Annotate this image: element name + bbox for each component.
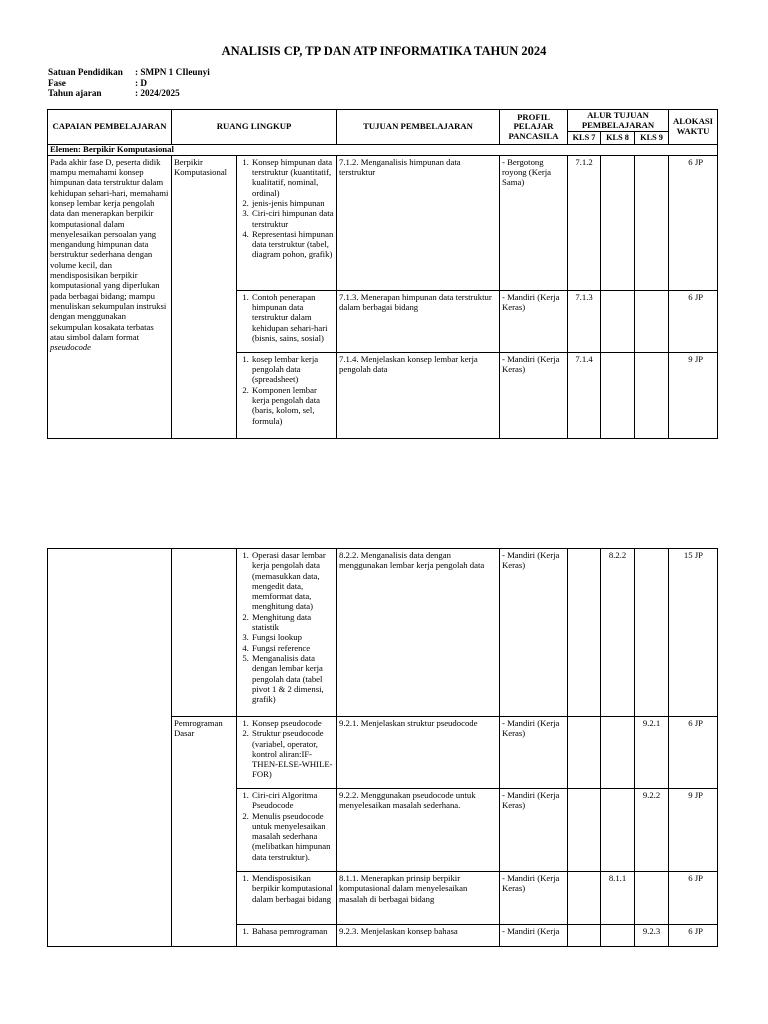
alokasi-cell: 6 JP xyxy=(669,155,718,290)
scope-list-cell xyxy=(237,290,337,352)
list-item: 1. Bahasa pemrograman xyxy=(251,926,334,936)
profil-cell: - Mandiri (Kerja Keras) xyxy=(500,549,568,717)
list-item: 1. Operasi dasar lembar kerja pengolah data (memasukkan data, mengedit data, memformat data, menghitung data) xyxy=(251,550,334,612)
kls8-cell xyxy=(601,925,635,947)
alokasi-cell: 6 JP xyxy=(669,925,718,947)
meta-row xyxy=(48,88,210,99)
kls7-cell: 7.1.2 xyxy=(568,155,601,290)
tujuan-cell: 8.2.2. Menganalisis data dengan menggunakan lembar kerja pengolah data xyxy=(337,549,500,717)
scope-list-cell xyxy=(237,155,337,290)
list-item: 4. Fungsi reference xyxy=(251,643,334,653)
meta-value: : D xyxy=(135,77,147,88)
list-item: 3. Ciri-ciri himpunan data terstruktur xyxy=(251,208,334,229)
header-profil: PROFIL PELAJAR PANCASILA xyxy=(500,110,568,145)
ruang-lingkup-topic: Berpikir Komputasional xyxy=(172,155,237,438)
kls7-cell: 7.1.4 xyxy=(568,352,601,438)
meta-value: : 2024/2025 xyxy=(135,88,180,99)
kls7-cell xyxy=(568,872,601,925)
list-item: 5. Menganalisis data dengan lembar kerja pengolah data (tabel pivot 1 & 2 dimensi, grafik) xyxy=(251,653,334,704)
document-meta xyxy=(48,67,210,99)
scope-list-cell xyxy=(237,717,337,789)
tujuan-cell: 8.1.1. Menerapkan prinsip berpikir komputasional dalam menyelesaikan masalah di berbagai bidang xyxy=(337,872,500,925)
scope-list xyxy=(239,292,334,343)
list-item: 1. Mendisposisikan berpikir komputasional dalam berbagai bidang xyxy=(251,873,334,904)
kls9-cell: 9.2.3 xyxy=(635,925,669,947)
kls8-cell xyxy=(601,717,635,789)
list-item: 2. Struktur pseudocode (variabel, operator, kontrol aliran:IF-THEN-ELSE-WHILE-FOR) xyxy=(251,728,334,779)
list-item: 1. Contoh penerapan himpunan data terstruktur dalam kehidupan sehari-hari (bisnis, sains, sosial) xyxy=(251,292,334,343)
scope-list xyxy=(239,873,334,904)
element-heading: Elemen: Berpikir Komputasional xyxy=(48,144,718,155)
kls8-cell xyxy=(601,789,635,872)
tujuan-cell: 9.2.1. Menjelaskan struktur pseudocode xyxy=(337,717,500,789)
meta-label: Satuan Pendidikan xyxy=(48,67,123,77)
meta-value: : SMPN 1 CIleunyi xyxy=(135,67,210,77)
header-tujuan: TUJUAN PEMBELAJARAN xyxy=(337,110,500,145)
capaian-cell xyxy=(48,549,172,947)
scope-list xyxy=(239,718,334,780)
capaian-cell xyxy=(48,155,172,438)
profil-cell: - Mandiri (Kerja Keras) xyxy=(500,717,568,789)
scope-list-cell xyxy=(237,872,337,925)
list-item: 1. Konsep himpunan data terstruktur (kuantitatif, kualitatif, nominal, ordinal) xyxy=(251,157,334,198)
scope-list-cell xyxy=(237,789,337,872)
scope-list-cell xyxy=(237,352,337,438)
list-item: 4. Representasi himpunan data terstruktur (tabel, diagram pohon, grafik) xyxy=(251,229,334,260)
profil-cell: - Mandiri (Kerja Keras) xyxy=(500,872,568,925)
kls7-cell: 7.1.3 xyxy=(568,290,601,352)
list-item: 2. Menulis pseudocode untuk menyelesaikan masalah sederhana (melibatkan himpunan data terstruktur). xyxy=(251,811,334,862)
profil-cell: - Mandiri (Kerja Keras) xyxy=(500,290,568,352)
atp-table-page-1 xyxy=(47,109,718,439)
tujuan-cell: 7.1.3. Menerapan himpunan data terstruktur dalam berbagai bidang xyxy=(337,290,500,352)
profil-cell: - Bergotong royong (Kerja Sama) xyxy=(500,155,568,290)
list-item: 1. Konsep pseudocode xyxy=(251,718,334,728)
scope-list xyxy=(239,354,334,426)
kls9-cell xyxy=(635,155,669,290)
tujuan-cell: 7.1.2. Menganalisis himpunan data terstruktur xyxy=(337,155,500,290)
scope-list-cell xyxy=(237,925,337,947)
kls8-cell xyxy=(601,352,635,438)
kls7-cell xyxy=(568,789,601,872)
scope-list xyxy=(239,790,334,862)
ruang-lingkup-topic: Pemrograman Dasar xyxy=(172,717,237,947)
kls8-cell: 8.2.2 xyxy=(601,549,635,717)
header-kls-9: KLS 9 xyxy=(635,132,669,145)
list-item: 2. jenis-jenis himpunan xyxy=(251,198,334,208)
list-item: 1. Ciri-ciri Algoritma Pseudocode xyxy=(251,790,334,811)
tujuan-cell: 7.1.4. Menjelaskan konsep lembar kerja pengolah data xyxy=(337,352,500,438)
tujuan-cell: 9.2.3. Menjelaskan konsep bahasa xyxy=(337,925,500,947)
scope-list xyxy=(239,550,334,704)
kls9-cell xyxy=(635,290,669,352)
table-row xyxy=(48,155,718,290)
table-row xyxy=(48,549,718,717)
scope-list xyxy=(239,926,334,936)
kls9-cell xyxy=(635,872,669,925)
kls7-cell xyxy=(568,549,601,717)
alokasi-cell: 9 JP xyxy=(669,352,718,438)
kls9-cell: 9.2.1 xyxy=(635,717,669,789)
alokasi-cell: 6 JP xyxy=(669,872,718,925)
header-capaian: CAPAIAN PEMBELAJARAN xyxy=(48,110,172,145)
alokasi-cell: 9 JP xyxy=(669,789,718,872)
list-item: 2. Komponen lembar kerja pengolah data (baris, kolom, sel, formula) xyxy=(251,385,334,426)
kls9-cell xyxy=(635,549,669,717)
capaian-italic: pseudocode xyxy=(50,342,92,353)
scope-list-cell xyxy=(237,549,337,717)
kls8-cell: 8.1.1 xyxy=(601,872,635,925)
header-kls-8: KLS 8 xyxy=(601,132,635,145)
header-alur: ALUR TUJUAN PEMBELAJARAN xyxy=(568,110,669,132)
tujuan-cell: 9.2.2. Menggunakan pseudocode untuk menyelesaikan masalah sederhana. xyxy=(337,789,500,872)
kls8-cell xyxy=(601,155,635,290)
meta-label: Fase xyxy=(48,77,66,88)
alokasi-cell: 6 JP xyxy=(669,290,718,352)
document-title: ANALISIS CP, TP DAN ATP INFORMATIKA TAHUN 2024 xyxy=(221,44,547,58)
profil-cell: - Mandiri (Kerja Keras) xyxy=(500,352,568,438)
list-item: 2. Menghitung data statistik xyxy=(251,612,334,633)
header-ruang-lingkup: RUANG LINGKUP xyxy=(172,110,337,145)
header-kls-7: KLS 7 xyxy=(568,132,601,145)
alokasi-cell: 15 JP xyxy=(669,549,718,717)
meta-row xyxy=(48,67,210,78)
alokasi-cell: 6 JP xyxy=(669,717,718,789)
meta-row xyxy=(48,78,210,89)
kls7-cell xyxy=(568,925,601,947)
kls7-cell xyxy=(568,717,601,789)
list-item: 1. kosep lembar kerja pengolah data (spreadsheet) xyxy=(251,354,334,385)
ruang-lingkup-topic xyxy=(172,549,237,717)
profil-cell: - Mandiri (Kerja xyxy=(500,925,568,947)
kls9-cell: 9.2.2 xyxy=(635,789,669,872)
capaian-text: Pada akhir fase D, peserta didik mampu memahami konsep himpunan data terstruktur dalam kehidupan sehari-hari, memahami konsep lembar kerja pengolah data dan menerapkan berpikir komputasional dalam menyelesaikan persoalan yang mengandung himpunan data berstruktur sederhana dengan volume kecil, dan mendisposisikan berpikir komputasional yang diperlukan pada berbagai bidang; mampu menuliskan sekumpulan instruksi dengan menggunakan sekumpulan kosakata terbatas atau simbol dalam format xyxy=(50,156,169,342)
scope-list xyxy=(239,157,334,260)
kls9-cell xyxy=(635,352,669,438)
kls8-cell xyxy=(601,290,635,352)
header-alokasi: ALOKASI WAKTU xyxy=(669,110,718,145)
profil-cell: - Mandiri (Kerja Keras) xyxy=(500,789,568,872)
meta-label: Tahun ajaran xyxy=(48,88,102,99)
atp-table-page-2 xyxy=(47,548,718,947)
list-item: 3. Fungsi lookup xyxy=(251,632,334,642)
